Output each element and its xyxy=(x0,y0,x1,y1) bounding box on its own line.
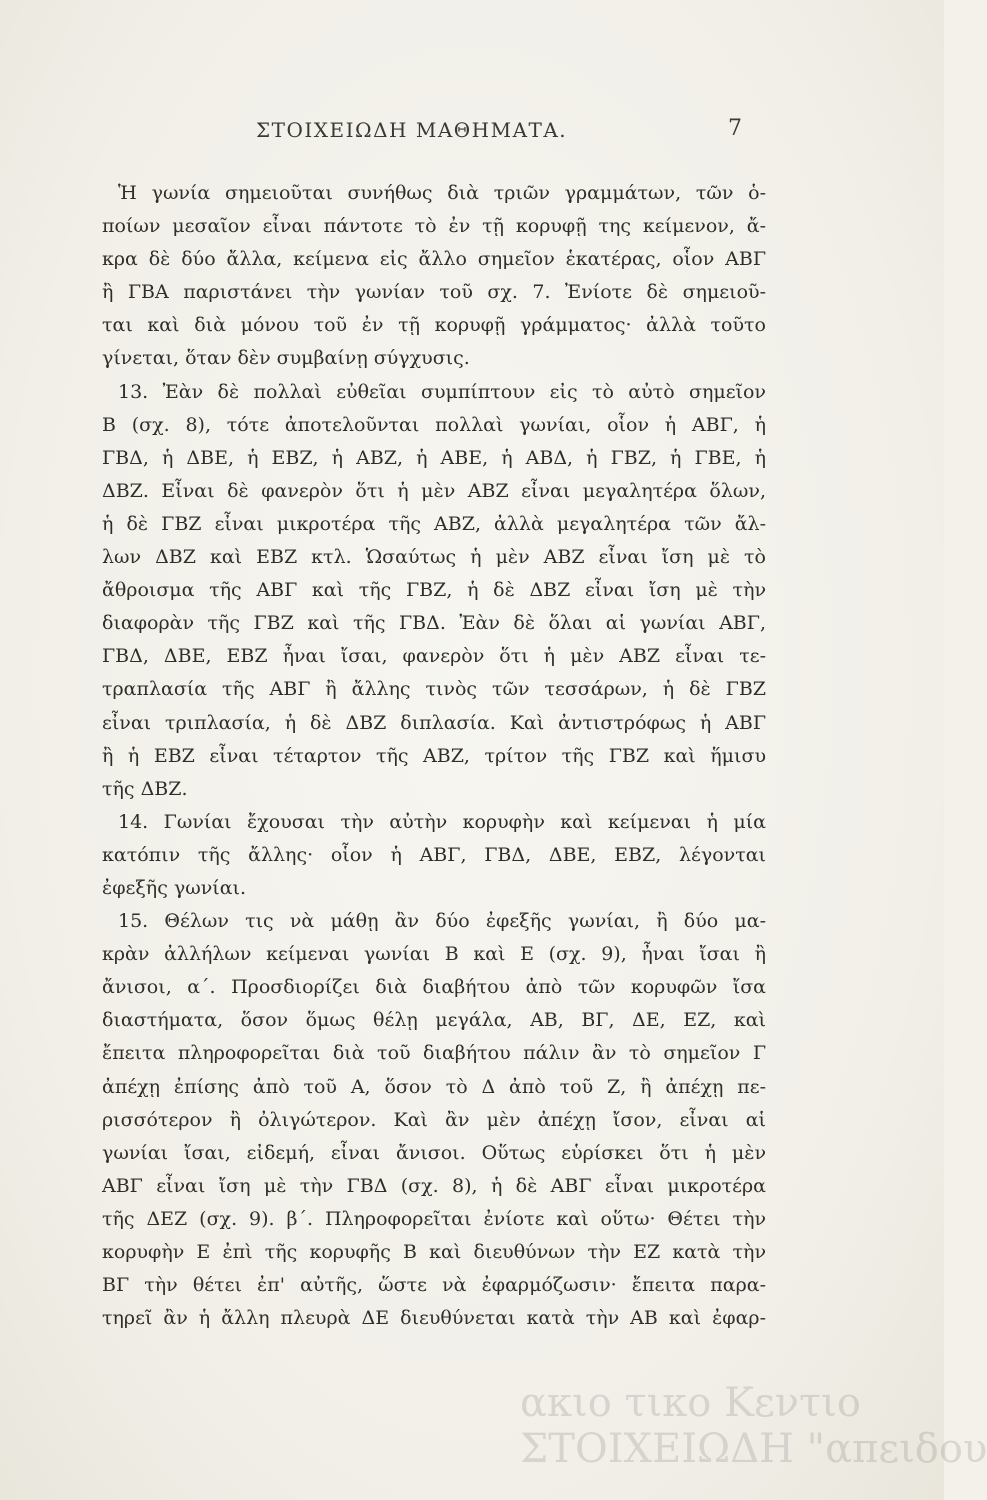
text-line: κρὰν ἀλλήλων κείμεναι γωνίαι Β καὶ Ε (σχ. 9), ἦναι ἴσαι ἢ xyxy=(102,943,766,966)
text-line: λων ΔΒΖ καὶ ΕΒΖ κτλ. Ὡσαύτως ἡ μὲν ΑΒΖ εἶναι ἴση μὲ τὸ xyxy=(102,546,766,569)
text-line: ΒΓ τὴν θέτει ἐπ' αὐτῆς, ὥστε νὰ ἐφαρμόζωσιν· ἔπειτα παρα- xyxy=(102,1274,766,1297)
text-line: ρισσότερον ἢ ὀλιγώτερον. Καὶ ἂν μὲν ἀπέχῃ ἴσον, εἶναι αἱ xyxy=(102,1108,766,1131)
bleed-through-line: ακιο τικο Κεντιο xyxy=(520,1380,861,1426)
bleed-through-text xyxy=(520,1380,987,1490)
text-line: ΑΒΓ εἶναι ἴση μὲ τὴν ΓΒΔ (σχ. 8), ἡ δὲ ΑΒΓ εἶναι μικροτέρα xyxy=(102,1174,766,1197)
text-line: ἔπειτα πληροφορεῖται διὰ τοῦ διαβήτου πάλιν ἂν τὸ σημεῖον Γ xyxy=(102,1042,766,1065)
text-line: Β (σχ. 8), τότε ἀποτελοῦνται πολλαὶ γωνίαι, οἷον ἡ ΑΒΓ, ἡ xyxy=(102,413,766,436)
text-line: ἡ δὲ ΓΒΖ εἶναι μικροτέρα τῆς ΑΒΖ, ἀλλὰ μεγαλητέρα τῶν ἄλ- xyxy=(102,512,766,535)
text-line: κατόπιν τῆς ἄλλης· οἷον ἡ ΑΒΓ, ΓΒΔ, ΔΒΕ, ΕΒΖ, λέγονται xyxy=(102,843,766,866)
text-line: ἢ ΓΒΑ παριστάνει τὴν γωνίαν τοῦ σχ. 7. Ἐνίοτε δὲ σημειοῦ- xyxy=(102,281,766,304)
text-line: ται καὶ διὰ μόνου τοῦ ἐν τῇ κορυφῇ γράμματος· ἀλλὰ τοῦτο xyxy=(102,314,766,337)
text-line: ἢ ἡ ΕΒΖ εἶναι τέταρτον τῆς ΑΒΖ, τρίτον τῆς ΓΒΖ καὶ ἥμισυ xyxy=(102,744,766,767)
text-line: 13. Ἐὰν δὲ πολλαὶ εὐθεῖαι συμπίπτουν εἰς τὸ αὐτὸ σημεῖον xyxy=(118,380,766,403)
text-line: ΓΒΔ, ΔΒΕ, ΕΒΖ ἦναι ἴσαι, φανερὸν ὅτι ἡ μὲν ΑΒΖ εἶναι τε- xyxy=(102,645,766,668)
text-line: ποίων μεσαῖον εἶναι πάντοτε τὸ ἐν τῇ κορυφῇ της κείμενον, ἄ- xyxy=(102,215,766,238)
running-title: ΣΤΟΙΧΕΙΩΔΗ ΜΑΘΗΜΑΤΑ. xyxy=(256,118,568,142)
text-line: ΓΒΔ, ἡ ΔΒΕ, ἡ ΕΒΖ, ἡ ΑΒΖ, ἡ ΑΒΕ, ἡ ΑΒΔ, ἡ ΓΒΖ, ἡ ΓΒΕ, ἡ xyxy=(102,446,766,469)
text-line: ἐφεξῆς γωνίαι. xyxy=(102,876,247,899)
text-line: ἄθροισμα τῆς ΑΒΓ καὶ τῆς ΓΒΖ, ἡ δὲ ΔΒΖ εἶναι ἴση μὲ τὴν xyxy=(102,579,766,602)
text-line: διαφορὰν τῆς ΓΒΖ καὶ τῆς ΓΒΔ. Ἐὰν δὲ ὅλαι αἱ γωνίαι ΑΒΓ, xyxy=(102,612,766,635)
text-line: ΔΒΖ. Εἶναι δὲ φανερὸν ὅτι ἡ μὲν ΑΒΖ εἶναι μεγαλητέρα ὅλων, xyxy=(102,479,766,502)
text-line: γίνεται, ὅταν δὲν συμβαίνῃ σύγχυσις. xyxy=(102,347,470,370)
text-line: ἄνισοι, α΄. Προσδιορίζει διὰ διαβήτου ἀπὸ τῶν κορυφῶν ἴσα xyxy=(102,976,766,999)
text-line: 14. Γωνίαι ἔχουσαι τὴν αὐτὴν κορυφὴν καὶ κείμεναι ἡ μία xyxy=(118,810,766,833)
text-line: τραπλασία τῆς ΑΒΓ ἢ ἄλλης τινὸς τῶν τεσσάρων, ἡ δὲ ΓΒΖ xyxy=(102,678,766,701)
text-line: Ἡ γωνία σημειοῦται συνήθως διὰ τριῶν γραμμάτων, τῶν ὁ- xyxy=(118,182,766,204)
text-line: τηρεῖ ἂν ἡ ἄλλη πλευρὰ ΔΕ διευθύνεται κατὰ τὴν ΑΒ καὶ ἐφαρ- xyxy=(102,1307,766,1330)
text-line: τῆς ΔΒΖ. xyxy=(102,777,188,800)
text-line: κρα δὲ δύο ἄλλα, κείμενα εἰς ἄλλο σημεῖον ἑκατέρας, οἷον ΑΒΓ xyxy=(102,248,766,271)
text-line: γωνίαι ἴσαι, εἰδεμή, εἶναι ἄνισοι. Οὕτως εὑρίσκει ὅτι ἡ μὲν xyxy=(102,1141,766,1164)
text-line: 15. Θέλων τις νὰ μάθῃ ἂν δύο ἐφεξῆς γωνίαι, ἢ δύο μα- xyxy=(118,910,766,933)
text-line: τῆς ΔΕΖ (σχ. 9). β΄. Πληροφορεῖται ἐνίοτε καὶ οὕτω· Θέτει τὴν xyxy=(102,1207,766,1230)
text-line: κορυφὴν Ε ἐπὶ τῆς κορυφῆς Β καὶ διευθύνων τὴν ΕΖ κατὰ τὴν xyxy=(102,1241,766,1263)
bleed-through-line: ΣΤΟΙΧΕΙΩΔΗ "απειδου xyxy=(520,1426,987,1472)
text-line: διαστήματα, ὅσον ὅμως θέλῃ μεγάλα, ΑΒ, ΒΓ, ΔΕ, ΕΖ, καὶ xyxy=(102,1009,766,1032)
page-number: 7 xyxy=(728,116,742,141)
text-line: ἀπέχῃ ἐπίσης ἀπὸ τοῦ Α, ὅσον τὸ Δ ἀπὸ τοῦ Ζ, ἢ ἀπέχῃ πε- xyxy=(102,1075,766,1098)
text-line: εἶναι τριπλασία, ἡ δὲ ΔΒΖ διπλασία. Καὶ ἀντιστρόφως ἡ ΑΒΓ xyxy=(102,711,766,734)
page-header xyxy=(0,118,944,148)
body-text xyxy=(102,177,766,1335)
